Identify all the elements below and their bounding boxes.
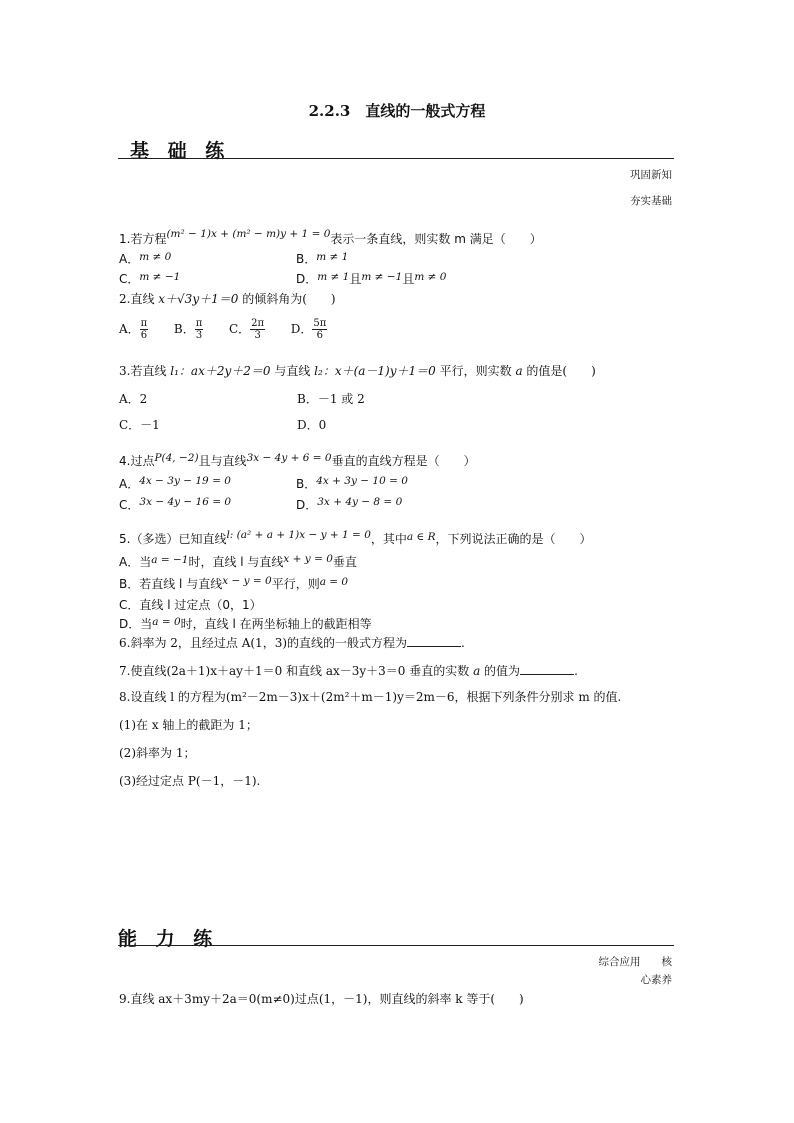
question-8-sub-1: (1)在 x 轴上的截距为 1；: [119, 718, 258, 732]
fraction: $\frac{5\pi}{6}$: [313, 318, 327, 341]
question-2-option-a: A． $\frac{\pi}{6}$: [119, 318, 148, 341]
question-2-options: [119, 318, 327, 341]
question-4-option-d: D．3x + 4y − 8 = 0: [296, 496, 403, 512]
question-7-stem: 7.使直线(2a＋1)x＋ay＋1＝0 和直线 ax－3y＋3＝0 垂直的实数 a 的值为 .: [119, 664, 578, 678]
question-8-sub-3: (3)经过定点 P(－1，－1).: [119, 774, 261, 788]
section-heading-basic: 基 础 练: [130, 140, 231, 162]
fraction: $\frac{\pi}{3}$: [195, 318, 203, 341]
section-tag-basic-2: 夯实基础: [630, 195, 672, 207]
answer-blank: [407, 636, 461, 647]
question-2-option-b: B． $\frac{\pi}{3}$: [173, 318, 203, 341]
section-tag-ability-1: 综合应用 核: [598, 956, 672, 968]
question-6-stem: 6.斜率为 2，且经过点 A(1，3)的直线的一般式方程为 .: [119, 636, 465, 650]
question-3-option-a: A．2: [119, 392, 148, 406]
question-5-option-b: B．若直线 l 与直线x − y = 0平行，则a = 0: [119, 575, 349, 591]
question-1-option-d: D．m ≠ 1且m ≠ −1且m ≠ 0: [296, 271, 447, 286]
section-heading-ability: 能 力 练: [118, 928, 219, 950]
question-1-option-a: A．m ≠ 0: [119, 251, 172, 266]
question-5-option-d: D．当a = 0时，直线 l 在两坐标轴上的截距相等: [119, 616, 372, 631]
question-3-option-d: D．0: [297, 418, 327, 432]
answer-blank: [520, 664, 574, 675]
question-5-stem: 5.（多选）已知直线l: (a² + a + 1)x − y + 1 = 0，其中a ∈ R，下列说法正确的是（ ）: [119, 529, 592, 546]
question-2-option-c: C． $\frac{2\pi}{3}$: [228, 318, 265, 341]
question-9-stem: 9.直线 ax＋3my＋2a＝0(m≠0)过点(1，－1)，则直线的斜率 k 等于( ): [119, 992, 524, 1006]
question-1-stem: 1.若方程(m² − 1)x + (m² − m)y + 1 = 0表示一条直线，则实数 m 满足（ ）: [119, 228, 542, 246]
question-3-option-b: B．－1 或 2: [297, 392, 365, 406]
question-4-option-c: C．3x − 4y − 16 = 0: [119, 496, 232, 512]
question-3-option-c: C．－1: [119, 418, 160, 432]
question-8-sub-2: (2)斜率为 1；: [119, 746, 196, 760]
question-1-option-c: C．m ≠ −1: [119, 271, 181, 286]
question-5-option-c: C．直线 l 过定点（0，1）: [119, 598, 262, 612]
question-2-stem: 2.直线 x＋√3y＋1＝0 的倾斜角为( ): [119, 292, 336, 306]
question-2-option-d: D． $\frac{5\pi}{6}$: [290, 318, 327, 341]
section-tag-basic-1: 巩固新知: [630, 169, 672, 181]
question-4-option-b: B．4x + 3y − 10 = 0: [296, 475, 408, 491]
section-rule-ability: [118, 945, 674, 946]
section-rule-basic: [118, 158, 674, 159]
section-tag-ability-2: 心素养: [640, 974, 672, 986]
question-8-stem: 8.设直线 l 的方程为(m²－2m－3)x＋(2m²＋m－1)y＝2m－6，根据下列条件分别求 m 的值.: [119, 690, 622, 704]
question-3-stem: 3.若直线 l₁：ax＋2y＋2＝0 与直线 l₂：x＋(a－1)y＋1＝0 平行，则实数 a 的值是( ): [119, 364, 596, 378]
question-4-stem: 4.过点P(4, −2)且与直线3x − 4y + 6 = 0垂直的直线方程是（ ）: [119, 452, 476, 468]
page-title: 2.2.3 直线的一般式方程: [308, 102, 486, 120]
fraction: $\frac{2\pi}{3}$: [251, 318, 265, 341]
question-5-option-a: A．当a = −1时，直线 l 与直线x + y = 0垂直: [119, 553, 357, 569]
question-1-option-b: B．m ≠ 1: [296, 251, 349, 266]
question-4-option-a: A．4x − 3y − 19 = 0: [119, 475, 231, 491]
fraction: $\frac{\pi}{6}$: [140, 318, 148, 341]
